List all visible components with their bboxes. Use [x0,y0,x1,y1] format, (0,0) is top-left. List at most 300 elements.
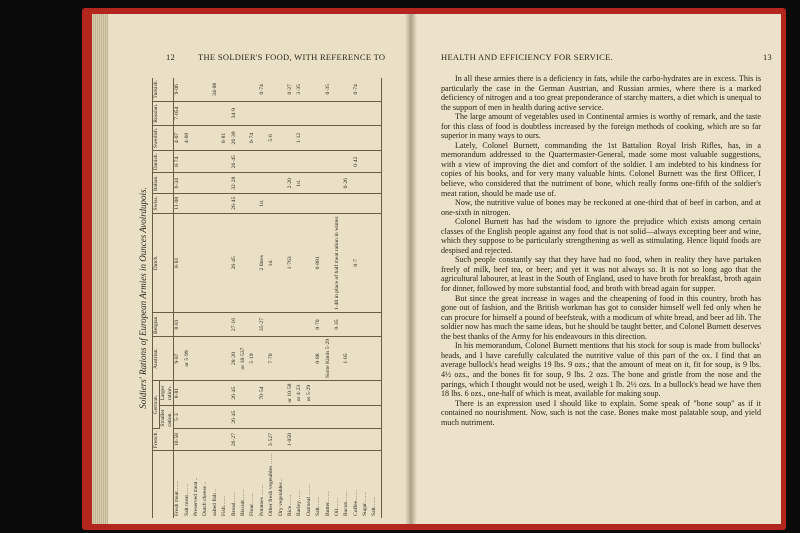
table-cell [212,151,221,173]
table-cell [296,101,305,125]
table-cell [306,173,315,194]
table-cell [259,336,268,380]
table-cell [278,101,287,125]
row-label: Potatoes …… [258,484,265,516]
table-cell [240,406,249,429]
table-cell [306,406,315,429]
table-cell [278,213,287,313]
row-label: Butter…… [324,490,331,516]
table-cell [268,78,277,101]
table-cell [371,313,381,337]
table-cell [343,406,352,429]
table-cell [287,313,296,337]
table-cell [287,406,296,429]
table-cell: or 18·537 [240,336,249,380]
table-body [174,78,382,518]
table-cell [193,336,202,380]
table-caption: Soldiers' Rations of European Armies in Ounces Avoirdupois. [138,187,148,409]
table-cell: 8·81 [174,213,184,313]
left-page [108,14,411,524]
table-cell [202,101,211,125]
row-label: Oil…… [333,497,340,516]
row-label: salted fish .. [211,488,218,516]
table-cell [371,173,381,194]
table-cell [353,194,362,213]
table-cell [334,406,343,429]
table-cell [249,151,258,173]
table-row [343,78,352,518]
table-cell [202,194,211,213]
row-label: Dry vegetables .. [277,478,284,516]
table-cell [249,429,258,451]
table-cell [249,406,258,429]
table-cell: 0·27 [287,78,296,101]
table-cell [306,336,315,380]
row-label: Salt meat…… [183,483,190,516]
row-label: Preserved meat .. [193,477,200,516]
table-cell [212,194,221,213]
table-cell [287,336,296,380]
row-label: Dutch cheese .. [202,481,209,516]
column-header: French. [153,429,174,451]
table-cell [193,173,202,194]
table-row [268,78,277,518]
row-label: Bread…… [230,491,237,516]
table-cell [212,125,221,150]
table-cell [362,406,371,429]
table-cell [278,194,287,213]
table-cell: 34·08 [212,78,221,101]
table-cell [343,151,352,173]
table-cell [249,381,258,406]
table-cell [334,125,343,150]
table-row [334,78,343,518]
table-cell [325,429,334,451]
page-number: 13 [763,52,773,62]
table-cell [193,78,202,101]
table-cell [202,213,211,313]
table-cell [334,429,343,451]
table-cell [249,194,258,213]
table-cell [371,213,381,313]
table-cell [212,381,221,406]
table-cell [240,313,249,337]
running-head: HEALTH AND EFFICIENCY FOR SERVICE. [441,52,614,62]
table-row [184,78,193,518]
table-cell [371,194,381,213]
column-header: Dutch. [153,213,174,313]
table-cell [249,213,258,313]
table-cell [306,151,315,173]
table-cell: 0·881 [315,213,324,313]
paragraph: Colonel Burnett has had the wisdom to ignore the prejudice which exists among certain classes of the English people against any food that is not solid—always excepting beer and wine, which they suppose to be particularly strengthening as well as stimulating. Hence liquid foods are despised and rejected. [441,217,761,255]
table-cell [249,101,258,125]
table-cell [343,101,352,125]
table-cell: 28·20 [231,336,240,380]
table-row [221,78,230,518]
table-cell [362,173,371,194]
table-cell [184,194,193,213]
table-cell: or 10·58 [287,381,296,406]
table-cell: 26·45 [231,381,240,406]
table-cell [315,406,324,429]
running-head: THE SOLDIER'S FOOD, WITH REFERENCE TO [198,52,386,62]
table-cell [268,406,277,429]
table-cell [212,429,221,451]
table-row [353,78,362,518]
table-cell: 5·19 [249,336,258,380]
table-cell [325,213,334,313]
table-cell: 11·00 [174,194,184,213]
table-cell [334,381,343,406]
table-cell [371,125,381,150]
row-label: Salt…… [371,451,381,518]
table-cell [240,125,249,150]
table-row [231,78,240,518]
table-cell: 26·45 [231,213,240,313]
table-cell [296,213,305,313]
table-cell: 1d. [268,213,277,313]
table-cell: 9·06 [174,78,184,101]
table-cell: 10·58 [174,429,184,451]
table-cell [315,125,324,150]
table-cell: 26·27 [231,429,240,451]
table-cell: 26·45 [231,194,240,213]
table-cell [362,125,371,150]
table-cell [306,313,315,337]
table-cell [334,194,343,213]
column-header [153,451,174,518]
table-row [325,78,334,518]
table-cell [221,406,230,429]
table-cell [325,406,334,429]
table-cell [278,406,287,429]
table-cell: 26·45 [231,151,240,173]
table-row [315,78,324,518]
table-cell: 27·16 [231,313,240,337]
table-cell [325,125,334,150]
body-text [441,74,761,427]
table-cell [371,151,381,173]
table-cell [212,101,221,125]
table-cell [334,336,343,380]
table-cell: 7·054 [174,101,184,125]
table-cell [202,406,211,429]
table-cell: 0·42 [353,151,362,173]
table-cell [325,101,334,125]
table-cell: 5·6 [268,125,277,150]
table-cell [231,78,240,101]
table-cell [343,125,352,150]
table-cell [306,101,315,125]
table-cell [221,213,230,313]
table-cell [278,78,287,101]
table-cell: 8·81 [221,125,230,150]
table-cell: 32·28 [231,173,240,194]
table-cell [212,213,221,313]
table-cell [240,213,249,313]
page-number: 12 [166,52,176,62]
table-row [249,78,258,518]
column-header: Turkish. [153,78,174,101]
table-cell: 26·45 [231,406,240,429]
table-cell [259,151,268,173]
table-cell [184,313,193,337]
table-cell [325,381,334,406]
table-row [278,78,287,518]
ration-table-area [138,78,398,518]
table-cell [193,381,202,406]
table-cell [240,78,249,101]
table-cell [202,429,211,451]
table-cell [362,151,371,173]
table-cell [278,429,287,451]
table-cell [287,125,296,150]
table-row [202,78,211,518]
table-cell [202,78,211,101]
table-cell [362,213,371,313]
table-cell [353,125,362,150]
table-cell [202,381,211,406]
row-label: Rice…… [286,494,293,516]
column-header: Belgian. [153,313,174,337]
table-cell [221,381,230,406]
table-cell [343,78,352,101]
table-cell [315,78,324,101]
table-cell: 5·3 [174,406,184,429]
row-label: Fresh meat…… [174,480,181,516]
paragraph: But since the great increase in wages and the cheapening of food in this country, broth has gone out of fashion, and the British workman has got to consider himself well fed only when he can procure for himself a pound of beefsteak, with a modicum of white bread, and beer ad lib. The soldier now has much the same ideas, but he should be taught better, and Colonel Burnett deserves the best thanks of the Army for his endeavours in this direction. [441,293,761,341]
table-cell [362,429,371,451]
row-label: Oatmeal …… [305,484,312,516]
paragraph: Now, the nutritive value of bones may be reckoned at one-third that of beef in carbon, and at one-sixth in nitrogen. [441,198,761,217]
table-cell [268,151,277,173]
table-cell [353,381,362,406]
table-cell [259,101,268,125]
table-row [371,78,381,518]
column-header: Danish. [153,151,174,173]
table-cell [212,313,221,337]
table-cell: 6·34 [174,173,184,194]
table-cell [325,313,334,337]
table-cell [268,194,277,213]
column-header: Swedish. [153,125,174,150]
table-cell [193,194,202,213]
table-cell [278,381,287,406]
table-cell [296,151,305,173]
table-cell [193,213,202,313]
table-cell [315,429,324,451]
table-cell: 1d. [296,173,305,194]
table-cell [193,125,202,150]
table-cell [334,173,343,194]
table-cell [278,173,287,194]
table-cell: 0·35 [325,78,334,101]
table-cell: 35·27 [259,313,268,337]
table-cell [287,101,296,125]
table-cell [296,429,305,451]
table-cell: 3·35 [296,78,305,101]
paragraph: The large amount of vegetables used in Continental armies is worthy of remark, and the taste for this class of food is doubtless increased by the foreign methods of cooking, which are so far superior in many ways to ours. [441,112,761,141]
table-cell: 1d. [259,194,268,213]
paragraph: In his memorandum, Colonel Burnett mentions that his stock for soup is made from bullocks' heads, and I have carefully calculated the nutritive value of this part of the ox. I find that an average bullock's head weighs 19 lbs. 9 ozs.; that the amount of meat on it, fit for soup, is 9 lbs. 4½ ozs., and the bones fit for soup, 9 lbs. 2 ozs. The bone and gristle from the nose and the parings, which I thought would not be used, weigh 1 lb. 2½ ozs. In a bullock's head we have then 18 lbs. 6 ozs., one-half of which is meat, available for making soup. [441,341,761,399]
table-cell [259,173,268,194]
table-cell [362,336,371,380]
paragraph: Lately, Colonel Burnett, commanding the 1st Battalion Royal Irish Rifles, has, in a memorandum addressed to the Quartermaster-General, made some most valuable suggestions, with a view of improving the diet and comfort of the soldier. I am indebted to his kindness for copies of his books, and for very many valuable hints. Colonel Burnett was the first Officer, I believe, who considered that the nutriment of bone, which really forms one-fifth of the soldier's meat ration, should be made use of. [441,140,761,198]
table-cell [371,101,381,125]
table-cell: 7·70 [268,336,277,380]
table-cell [221,313,230,337]
table-cell [184,173,193,194]
table-cell: 26·39 [231,125,240,150]
table-cell [306,213,315,313]
table-cell [362,194,371,213]
table-cell [240,101,249,125]
table-cell: 2 litres [259,213,268,313]
table-cell: 8·81 [174,313,184,337]
table-cell [193,101,202,125]
table-cell [221,78,230,101]
column-header: Smaller ration. [160,406,174,429]
table-cell [202,313,211,337]
table-cell [212,406,221,429]
table-row [259,78,268,518]
table-cell: 4·60 [184,125,193,150]
table-cell: 2·20 [287,173,296,194]
table-cell [184,429,193,451]
table-row [296,78,305,518]
table-cell [202,173,211,194]
book-gutter [405,14,417,524]
table-cell [184,78,193,101]
table-cell: 34·9 [231,101,240,125]
table-cell [193,313,202,337]
table-cell [334,101,343,125]
table-cell [315,194,324,213]
table-cell: 1·12 [296,125,305,150]
table-cell [184,151,193,173]
table-cell [325,173,334,194]
table-cell [353,101,362,125]
table-cell: 9·87 [174,336,184,380]
table-row [193,78,202,518]
table-cell: 1·058 [287,429,296,451]
table-cell: 0·70 [315,313,324,337]
row-label: Biscuit…… [240,488,246,516]
table-cell [184,381,193,406]
table-cell [278,313,287,337]
row-label: Flour…… [249,492,256,516]
table-cell [268,313,277,337]
table-row [362,78,371,518]
table-cell [343,429,352,451]
table-cell [353,313,362,337]
table-cell: 3·527 [268,429,277,451]
table-cell [202,125,211,150]
table-cell [362,78,371,101]
table-cell [362,313,371,337]
table-cell [371,381,381,406]
column-header: Larger ration. [160,381,174,406]
table-cell [240,194,249,213]
rations-table [152,78,382,518]
table-cell [371,429,381,451]
table-cell [221,194,230,213]
table-cell [343,194,352,213]
table-cell [221,429,230,451]
table-cell [315,151,324,173]
table-cell [249,313,258,337]
row-label: Barley…… [296,489,303,516]
row-label: Bacon…… [343,490,350,516]
table-cell [202,336,211,380]
table-cell [240,381,249,406]
table-cell [221,173,230,194]
table-cell [315,173,324,194]
table-cell [221,151,230,173]
table-cell [306,125,315,150]
table-cell: 0·74 [353,78,362,101]
table-cell: 1·05 [343,336,352,380]
table-cell [268,101,277,125]
table-cell [287,194,296,213]
table-cell: 8·81 [174,381,184,406]
table-row [174,78,184,518]
table-cell [353,406,362,429]
right-page [411,14,781,524]
table-cell: or 4·23 [296,381,305,406]
table-cell [278,151,287,173]
table-cell [193,406,202,429]
table-cell [278,125,287,150]
table-cell [202,151,211,173]
table-cell [315,381,324,406]
table-row [240,78,249,518]
table-cell: 4·07 [174,125,184,150]
table-cell [212,336,221,380]
column-header: Swiss. [153,194,174,213]
table-cell: Some Kinds 5·29 [325,336,334,380]
column-header: Austrian. [153,336,174,380]
table-cell [334,151,343,173]
table-cell: 0·74 [259,78,268,101]
table-cell [296,313,305,337]
table-cell [240,173,249,194]
table-cell [268,381,277,406]
table-cell [306,194,315,213]
table-cell [325,194,334,213]
table-cell [306,78,315,101]
table-cell [221,101,230,125]
table-cell: 0·88 [315,336,324,380]
table-cell [334,78,343,101]
table-cell [325,151,334,173]
table-cell: 0·35 [334,313,343,337]
table-cell [268,173,277,194]
table-cell: 70·54 [259,381,268,406]
table-cell [240,151,249,173]
table-cell [296,194,305,213]
table-cell: 0·7 [353,213,362,313]
table-cell [343,313,352,337]
table-cell: or 5·29 [306,381,315,406]
table-cell [371,336,381,380]
table-cell [184,406,193,429]
table-row [287,78,296,518]
table-cell: 1·40 in place of half meat ration in winter. [334,213,343,313]
table-cell [353,429,362,451]
table-cell [240,429,249,451]
